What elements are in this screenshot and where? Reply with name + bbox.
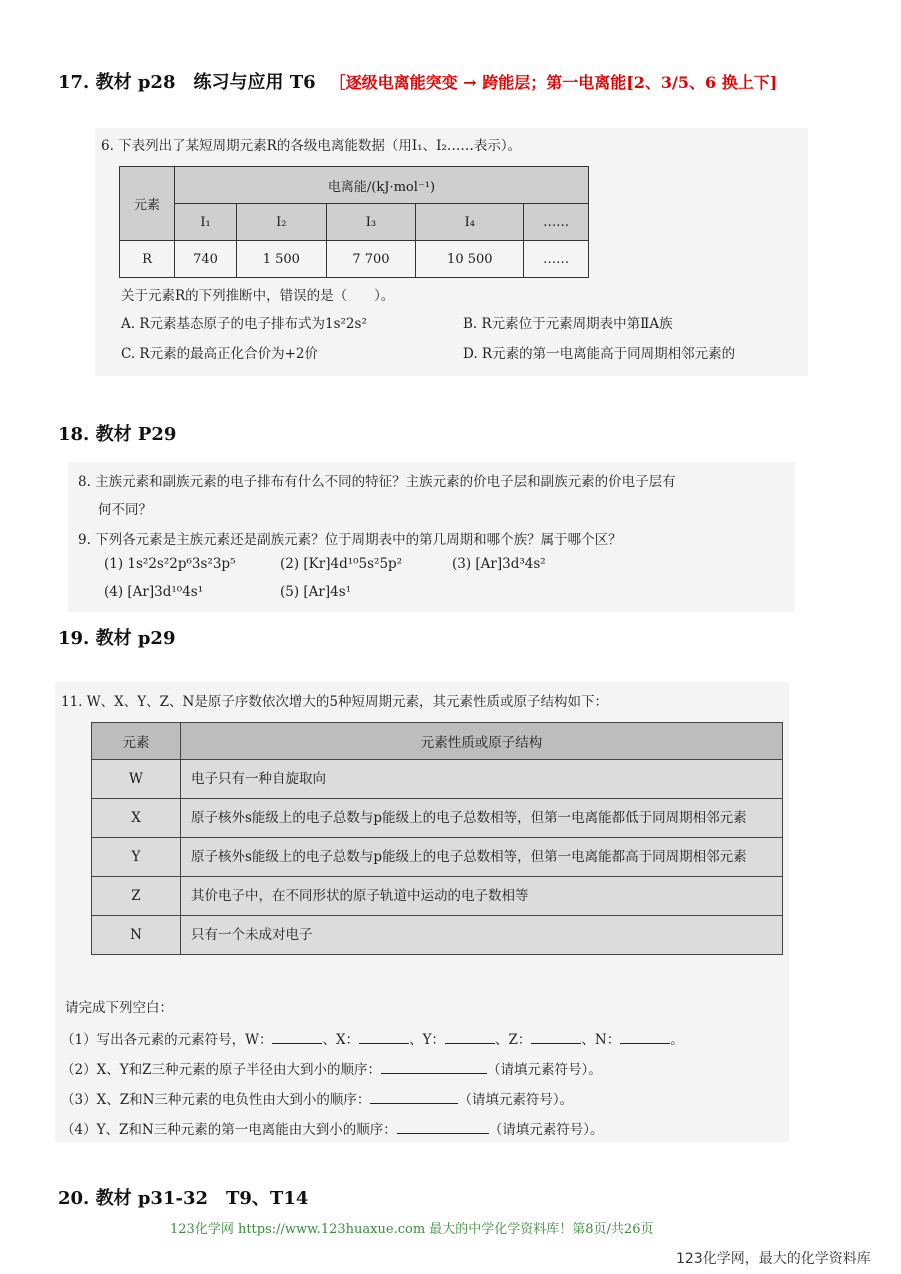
section-17-note: ［逐级电离能突变 → 跨能层；第一电离能[2、3/5、6 换上下] — [329, 73, 778, 92]
table-header-i4: I₄ — [416, 204, 524, 241]
q3-end: （请填元素符号）。 — [458, 1092, 574, 1108]
table-row — [92, 916, 783, 955]
question-6-prompt: 关于元素R的下列推断中，错误的是（ ）。 — [121, 288, 395, 304]
question-11-text: 11. W、X、Y、Z、N是原子序数依次增大的5种短周期元素，其元素性质或原子结构如下： — [61, 694, 608, 710]
table-cell: …… — [524, 241, 589, 278]
q1-label-y: 、Y： — [409, 1032, 446, 1048]
table-header-ionization: 电离能/(kJ·mol⁻¹) — [175, 167, 589, 204]
table-header-element: 元素 — [120, 167, 175, 241]
element-y-desc: 原子核外s能级上的电子总数与p能级上的电子总数相等，但第一电离能都高于同周期相邻元素 — [181, 838, 783, 877]
fill-prompt: 请完成下列空白： — [65, 1000, 173, 1016]
option-a: A. R元素基态原子的电子排布式为1s²2s² — [121, 316, 367, 332]
q1-label-x: 、X： — [322, 1032, 360, 1048]
question-6-text: 6. 下表列出了某短周期元素R的各级电离能数据（用I₁、I₂……表示）。 — [101, 138, 522, 154]
option-c: C. R元素的最高正化合价为+2价 — [121, 346, 318, 362]
answer-blank-q3[interactable] — [370, 1091, 458, 1104]
config-1: (1) 1s²2s²2p⁶3s²3p⁵ — [104, 556, 236, 572]
question-11-image — [55, 682, 789, 1142]
answer-blank-x[interactable] — [359, 1031, 409, 1044]
element-n: N — [92, 916, 181, 955]
answer-blank-n[interactable] — [620, 1031, 670, 1044]
ionization-table — [119, 166, 589, 278]
question-8-text-cont: 何不同？ — [98, 502, 152, 518]
element-y: Y — [92, 838, 181, 877]
element-n-desc: 只有一个未成对电子 — [181, 916, 783, 955]
table-cell: 1 500 — [237, 241, 327, 278]
table-cell: 740 — [175, 241, 237, 278]
table-header-i2: I₂ — [237, 204, 327, 241]
fill-question-2 — [61, 1058, 602, 1078]
element-x-desc: 原子核外s能级上的电子总数与p能级上的电子总数相等，但第一电离能都低于同周期相邻元素 — [181, 799, 783, 838]
table-row — [92, 838, 783, 877]
element-x: X — [92, 799, 181, 838]
option-d: D. R元素的第一电离能高于同周期相邻元素的 — [463, 346, 736, 362]
answer-blank-q2[interactable] — [381, 1061, 487, 1074]
option-b: B. R元素位于元素周期表中第ⅡA族 — [463, 316, 673, 332]
answer-blank-w[interactable] — [272, 1031, 322, 1044]
q1-end: 。 — [670, 1032, 684, 1048]
fill-question-4 — [61, 1118, 603, 1138]
config-5: (5) [Ar]4s¹ — [280, 584, 352, 600]
section-18-heading: 18. 教材 P29 — [58, 424, 177, 445]
table-cell: 10 500 — [416, 241, 524, 278]
questions-8-9-image — [68, 462, 795, 612]
answer-blank-y[interactable] — [445, 1031, 495, 1044]
element-w-desc: 电子只有一种自旋取向 — [181, 760, 783, 799]
element-w: W — [92, 760, 181, 799]
q1-label-z: 、Z： — [495, 1032, 532, 1048]
section-17-title: 17. 教材 p28 练习与应用 T6 — [58, 72, 316, 93]
table-header-i3: I₃ — [326, 204, 416, 241]
q1-label-w: （1）写出各元素的元素符号，W： — [61, 1032, 273, 1048]
corner-brand: 123化学网，最大的化学资料库 — [676, 1251, 871, 1267]
q4-end: （请填元素符号）。 — [488, 1122, 604, 1138]
section-17-heading — [58, 68, 777, 94]
table-header-element: 元素 — [92, 723, 181, 760]
q3-text: （3）X、Z和N三种元素的电负性由大到小的顺序： — [61, 1092, 371, 1108]
table-cell: 7 700 — [326, 241, 416, 278]
page-footer: 123化学网 https://www.123huaxue.com 最大的中学化学资料库！第8页/共26页 — [170, 1222, 654, 1237]
table-row — [92, 799, 783, 838]
table-header-more: …… — [524, 204, 589, 241]
q4-text: （4）Y、Z和N三种元素的第一电离能由大到小的顺序： — [61, 1122, 397, 1138]
element-z: Z — [92, 877, 181, 916]
section-20-heading: 20. 教材 p31-32 T9、T14 — [58, 1188, 309, 1209]
question-6-image — [95, 128, 808, 376]
fill-question-1 — [61, 1028, 684, 1048]
q2-end: （请填元素符号）。 — [487, 1062, 602, 1078]
table-header-i1: I₁ — [175, 204, 237, 241]
q2-text: （2）X、Y和Z三种元素的原子半径由大到小的顺序： — [61, 1062, 381, 1078]
element-table — [91, 722, 783, 955]
table-row — [92, 877, 783, 916]
q1-label-n: 、N： — [581, 1032, 621, 1048]
answer-blank-z[interactable] — [531, 1031, 581, 1044]
section-19-heading: 19. 教材 p29 — [58, 628, 176, 649]
fill-question-3 — [61, 1088, 573, 1108]
table-header-property: 元素性质或原子结构 — [181, 723, 783, 760]
table-row — [92, 760, 783, 799]
config-4: (4) [Ar]3d¹⁰4s¹ — [104, 584, 204, 600]
element-z-desc: 其价电子中，在不同形状的原子轨道中运动的电子数相等 — [181, 877, 783, 916]
table-cell-r: R — [120, 241, 175, 278]
question-8-text: 8. 主族元素和副族元素的电子排布有什么不同的特征？主族元素的价电子层和副族元素的价电子层有 — [78, 474, 676, 490]
config-2: (2) [Kr]4d¹⁰5s²5p² — [280, 556, 403, 572]
answer-blank-q4[interactable] — [397, 1121, 489, 1134]
question-9-text: 9. 下列各元素是主族元素还是副族元素？位于周期表中的第几周期和哪个族？属于哪个区？ — [78, 532, 622, 548]
config-3: (3) [Ar]3d³4s² — [452, 556, 546, 572]
